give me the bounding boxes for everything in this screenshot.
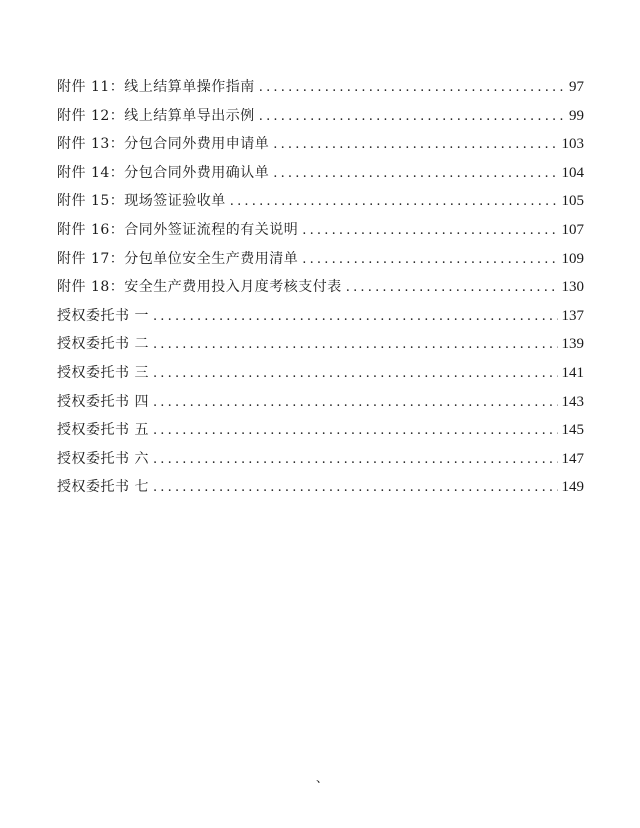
- toc-entry-title: 附件 17：分包单位安全生产费用清单: [57, 250, 299, 267]
- toc-entry[interactable]: [57, 416, 584, 445]
- toc-leader-dots: [153, 331, 558, 360]
- toc-entry-title: 附件 15：现场签证验收单: [57, 193, 226, 210]
- toc-entry-page: 107: [561, 221, 584, 238]
- toc-entry-page: 145: [561, 422, 584, 439]
- toc-entry-title: 授权委托书 四: [57, 393, 149, 410]
- toc-entry-page: 105: [561, 193, 584, 210]
- toc-leader-dots: [230, 188, 558, 217]
- toc-entry[interactable]: [57, 130, 584, 159]
- page-footer-mark: 、: [316, 771, 329, 785]
- toc-entry-title: 附件 14：分包合同外费用确认单: [57, 164, 270, 181]
- toc-leader-dots: [153, 360, 558, 389]
- toc-entry-title: 附件 11：线上结算单操作指南: [57, 79, 255, 95]
- toc-entry-page: 99: [569, 107, 584, 124]
- toc-entry[interactable]: [57, 245, 584, 274]
- toc-entry-title: 授权委托书 六: [57, 450, 149, 467]
- toc-entry-page: 149: [561, 479, 584, 496]
- toc-entry[interactable]: [57, 330, 584, 359]
- toc-entry[interactable]: [57, 273, 584, 302]
- toc-entry[interactable]: [57, 473, 584, 502]
- toc-entry-page: 143: [561, 393, 584, 410]
- toc-entry-page: 103: [561, 136, 584, 153]
- toc-leader-dots: [273, 131, 557, 160]
- toc-entry[interactable]: [57, 73, 584, 102]
- toc-entry[interactable]: [57, 216, 584, 245]
- toc-entry-title: 授权委托书 二: [57, 336, 149, 353]
- toc-entry[interactable]: [57, 159, 584, 188]
- toc-entry-page: 139: [561, 336, 584, 353]
- toc-entry-page: 130: [561, 279, 584, 296]
- toc-entry-title: 附件 18：安全生产费用投入月度考核支付表: [57, 279, 342, 296]
- toc-entry-title: 附件 16：合同外签证流程的有关说明: [57, 221, 299, 238]
- toc-leader-dots: [259, 74, 565, 103]
- toc-entry-page: 104: [561, 164, 584, 181]
- toc-entry-title: 附件 13：分包合同外费用申请单: [57, 136, 270, 153]
- toc-entry[interactable]: [57, 388, 584, 417]
- toc-entry-page: 147: [561, 450, 584, 467]
- toc-entry-page: 141: [561, 364, 584, 381]
- toc-entry[interactable]: [57, 102, 584, 131]
- toc-entry[interactable]: [57, 187, 584, 216]
- toc-entry[interactable]: [57, 359, 584, 388]
- toc-leader-dots: [346, 274, 558, 303]
- toc-entry-page: 137: [561, 307, 584, 324]
- toc-leader-dots: [153, 417, 558, 446]
- toc-entry-page: 97: [569, 79, 584, 95]
- toc-leader-dots: [302, 217, 557, 246]
- toc-entry[interactable]: [57, 302, 584, 331]
- toc-leader-dots: [153, 303, 558, 332]
- table-of-contents: [57, 73, 584, 502]
- toc-entry-title: 授权委托书 三: [57, 364, 149, 381]
- toc-leader-dots: [259, 103, 565, 132]
- toc-entry-title: 授权委托书 一: [57, 307, 149, 324]
- toc-leader-dots: [153, 389, 558, 418]
- toc-leader-dots: [273, 160, 557, 189]
- toc-leader-dots: [302, 246, 557, 275]
- toc-leader-dots: [153, 474, 558, 503]
- toc-leader-dots: [153, 446, 558, 475]
- toc-entry-title: 授权委托书 五: [57, 422, 149, 439]
- toc-entry-title: 授权委托书 七: [57, 479, 149, 496]
- toc-entry[interactable]: [57, 445, 584, 474]
- toc-entry-page: 109: [561, 250, 584, 267]
- toc-entry-title: 附件 12：线上结算单导出示例: [57, 107, 255, 124]
